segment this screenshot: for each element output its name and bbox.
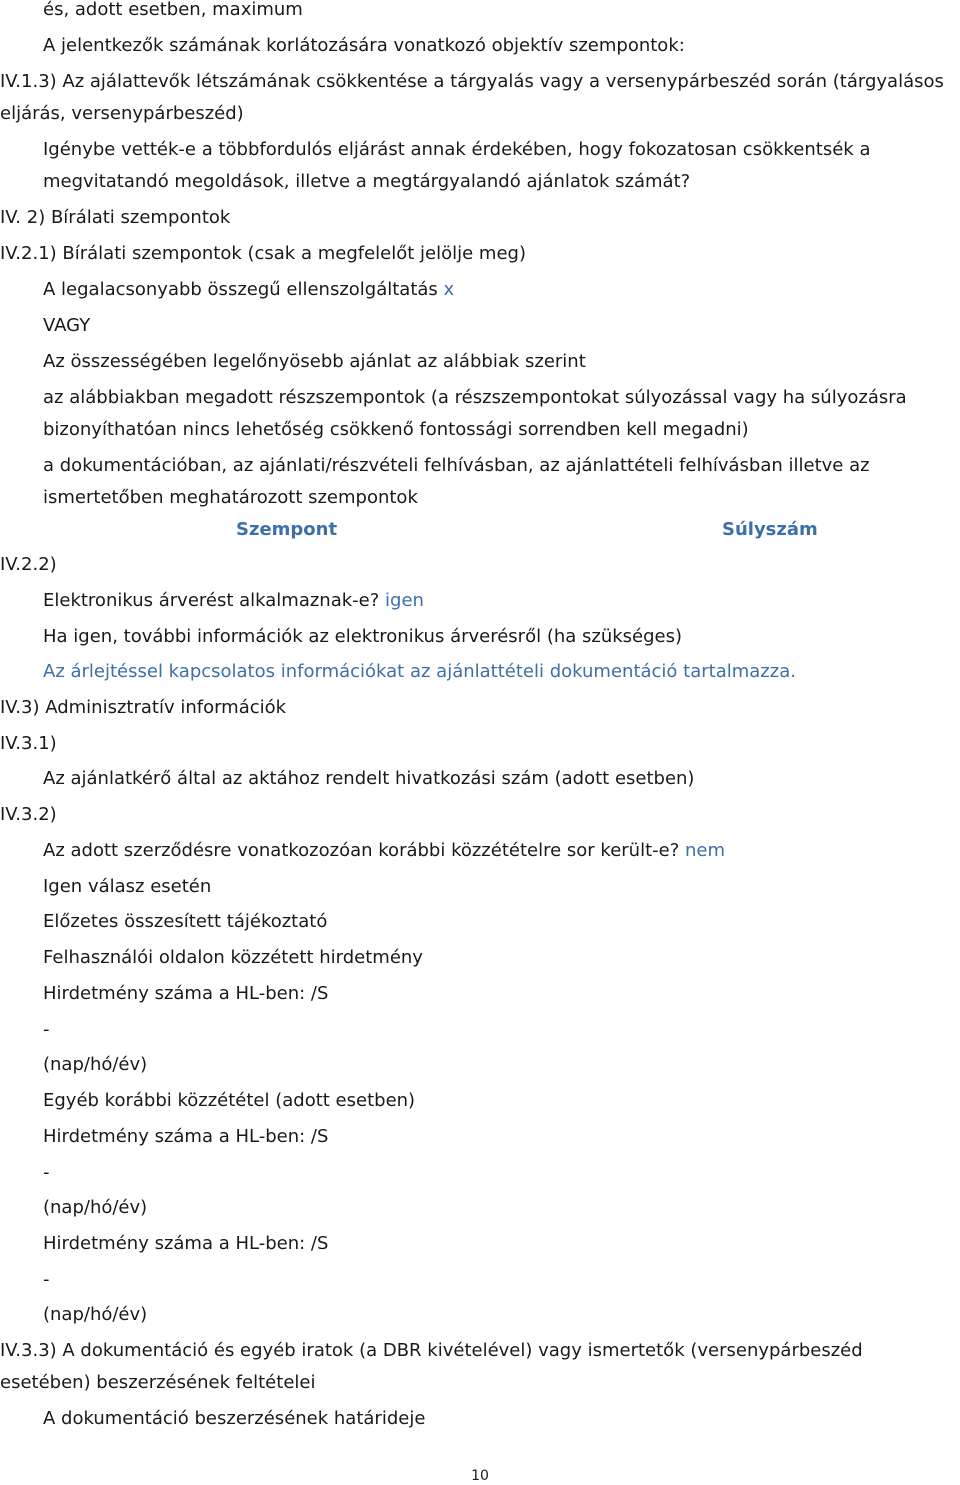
text-line: (nap/hó/év) bbox=[43, 1054, 148, 1075]
text-line bbox=[43, 278, 454, 302]
text-line: Az ajánlatkérő által az aktához rendelt hivatkozási szám (adott esetben) bbox=[43, 768, 695, 789]
section-heading: IV.3.2) bbox=[0, 804, 57, 825]
text-line: A jelentkezők számának korlátozására vonatkozó objektív szempontok: bbox=[43, 35, 685, 56]
text-line bbox=[43, 589, 424, 613]
question-label: Az adott szerződésre vonatkozozóan korábbi közzétételre sor került-e? bbox=[43, 840, 680, 861]
answer-text: Az árlejtéssel kapcsolatos információkat az ajánlattételi dokumentáció tartalmazza. bbox=[43, 661, 796, 682]
text-line bbox=[43, 839, 725, 863]
text-line: Hirdetmény száma a HL-ben: /S bbox=[43, 983, 329, 1004]
criterion-value: x bbox=[443, 279, 455, 300]
text-line: A dokumentáció beszerzésének határideje bbox=[43, 1408, 426, 1429]
text-line: Felhasználói oldalon közzétett hirdetmény bbox=[43, 947, 423, 968]
text-line: VAGY bbox=[43, 315, 91, 336]
table-header-criterion: Szempont bbox=[236, 519, 338, 540]
section-heading: IV.1.3) Az ajálattevők létszámának csökkentése a tárgyalás vagy a versenypárbeszéd során (tárgyalásos bbox=[0, 71, 944, 92]
text-line: Ha igen, további információk az elektronikus árverésről (ha szükséges) bbox=[43, 626, 683, 647]
text-line: bizonyíthatóan nincs lehetőség csökkenő fontossági sorrendben kell megadni) bbox=[43, 419, 749, 440]
text-line: (nap/hó/év) bbox=[43, 1197, 148, 1218]
text-line: Egyéb korábbi közzététel (adott esetben) bbox=[43, 1090, 416, 1111]
text-line: - bbox=[43, 1269, 50, 1290]
text-line: a dokumentációban, az ajánlati/részvételi felhívásban, az ajánlattételi felhívásban illetve az bbox=[43, 455, 870, 476]
section-heading: IV.3) Adminisztratív információk bbox=[0, 697, 287, 718]
text-line: az alábbiakban megadott részszempontok (a részszempontokat súlyozással vagy ha súlyozásra bbox=[43, 387, 907, 408]
section-heading: IV.2.1) Bírálati szempontok (csak a megfelelőt jelölje meg) bbox=[0, 243, 526, 264]
text-line: Előzetes összesített tájékoztató bbox=[43, 911, 328, 932]
criterion-label: A legalacsonyabb összegű ellenszolgáltatás bbox=[43, 279, 438, 300]
text-line: ismertetőben meghatározott szempontok bbox=[43, 487, 418, 508]
answer-value: igen bbox=[385, 590, 424, 611]
text-line: (nap/hó/év) bbox=[43, 1304, 148, 1325]
text-line: Az összességében legelőnyösebb ajánlat az alábbiak szerint bbox=[43, 351, 586, 372]
text-line: - bbox=[43, 1019, 50, 1040]
text-line: esetében) beszerzésének feltételei bbox=[0, 1372, 316, 1393]
text-line: - bbox=[43, 1162, 50, 1183]
page-number: 10 bbox=[471, 1468, 489, 1484]
text-line: Hirdetmény száma a HL-ben: /S bbox=[43, 1233, 329, 1254]
text-line: eljárás, versenypárbeszéd) bbox=[0, 103, 244, 124]
question-label: Elektronikus árverést alkalmaznak-e? bbox=[43, 590, 380, 611]
text-line: Igen válasz esetén bbox=[43, 876, 212, 897]
section-heading: IV.2.2) bbox=[0, 554, 57, 575]
text-line: megvitatandó megoldások, illetve a megtárgyalandó ajánlatok számát? bbox=[43, 171, 691, 192]
text-line: és, adott esetben, maximum bbox=[43, 0, 303, 20]
section-heading: IV.3.1) bbox=[0, 733, 57, 754]
answer-value: nem bbox=[685, 840, 726, 861]
section-heading: IV.3.3) A dokumentáció és egyéb iratok (a DBR kivételével) vagy ismertetők (versenypárbeszéd bbox=[0, 1340, 863, 1361]
text-line: Igénybe vették-e a többfordulós eljárást annak érdekében, hogy fokozatosan csökkentsék a bbox=[43, 139, 871, 160]
section-heading: IV. 2) Bírálati szempontok bbox=[0, 207, 231, 228]
text-line: Hirdetmény száma a HL-ben: /S bbox=[43, 1126, 329, 1147]
table-header-weight: Súlyszám bbox=[722, 519, 818, 540]
